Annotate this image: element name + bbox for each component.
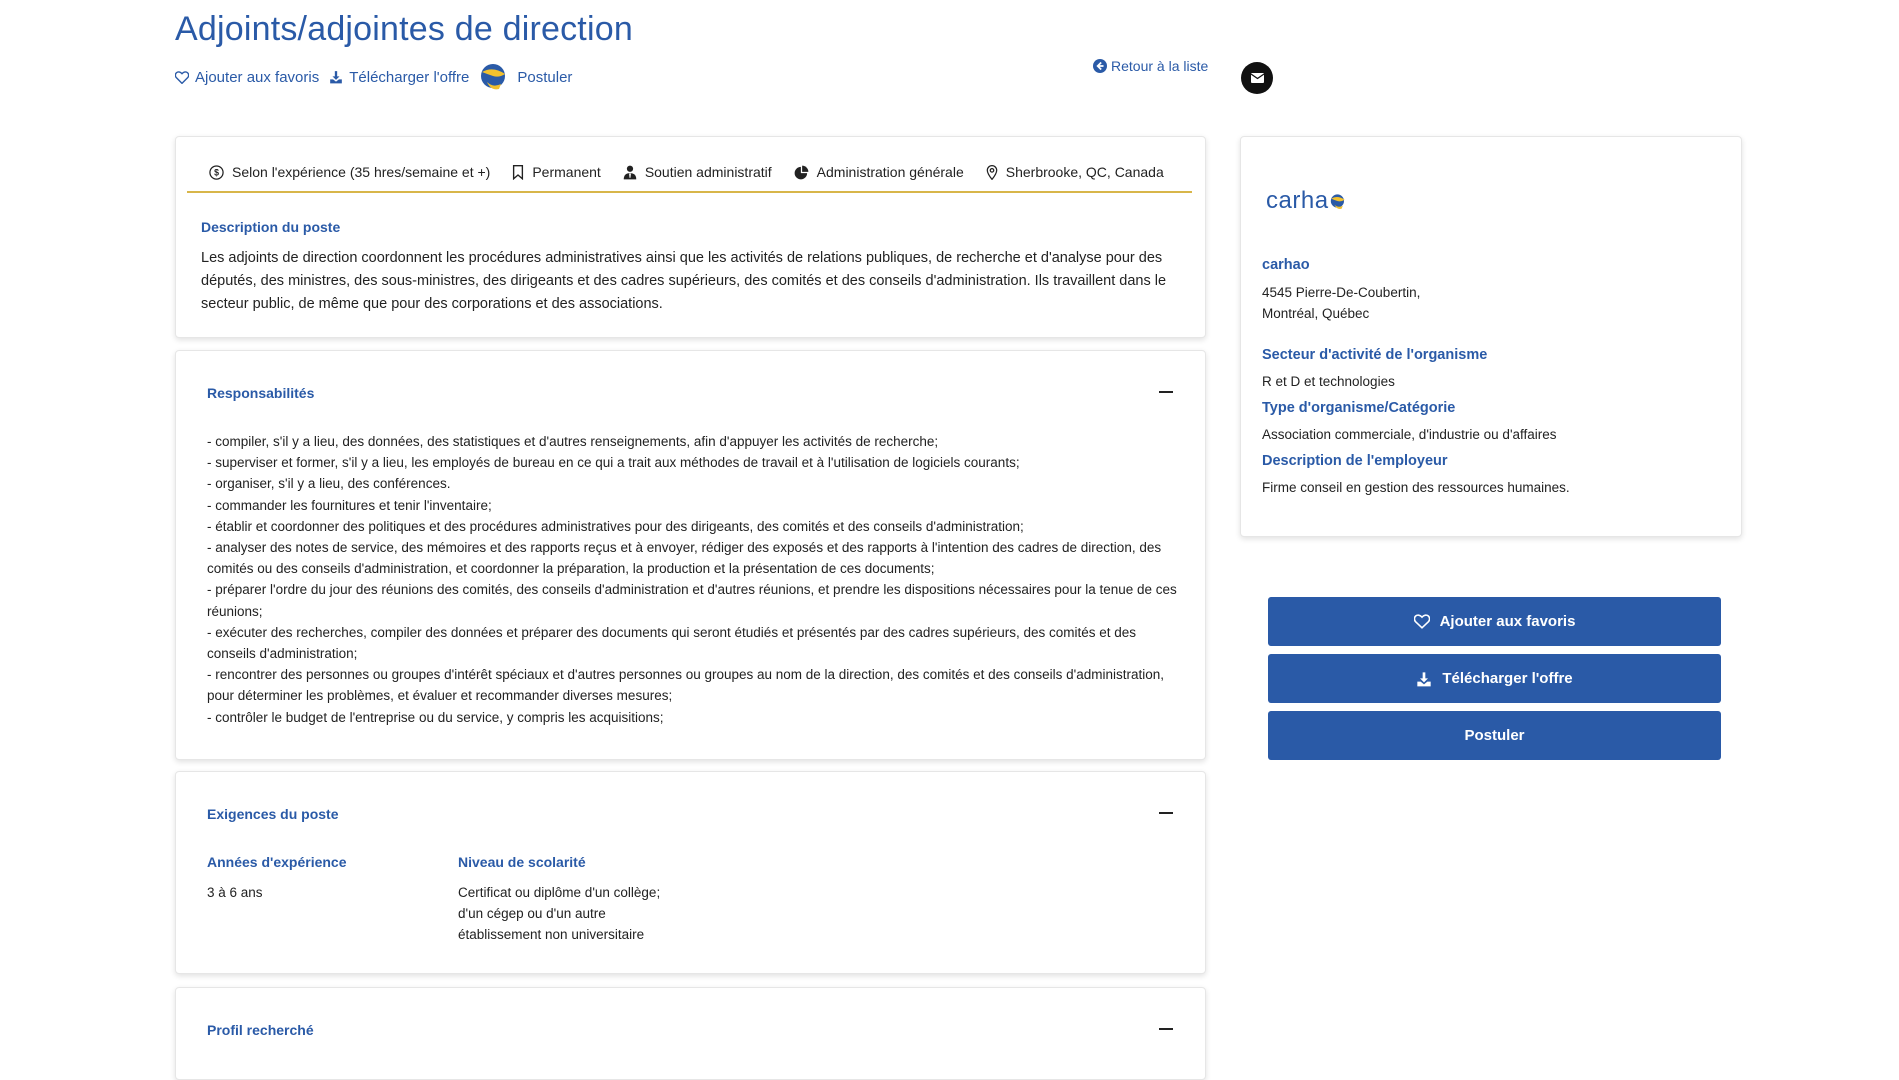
education-label: Niveau de scolarité	[458, 854, 586, 870]
heart-icon	[175, 71, 189, 84]
map-pin-icon	[986, 165, 998, 180]
company-name: carhao	[1262, 257, 1310, 273]
experience-label: Années d'expérience	[207, 854, 347, 870]
responsibilities-heading: Responsabilités	[207, 385, 315, 401]
add-favorite-button[interactable]	[1268, 597, 1721, 646]
sector-label: Secteur d'activité de l'organisme	[1262, 347, 1488, 363]
meta-domain	[794, 164, 964, 180]
list-item: - organiser, s'il y a lieu, des conférences.	[207, 476, 451, 492]
employer-description-label: Description de l'employeur	[1262, 453, 1448, 469]
envelope-icon	[1251, 73, 1264, 83]
carhao-logo-icon	[479, 62, 509, 92]
description-text: Les adjoints de direction coordonnent les procédures administratives ainsi que les activités de relations publiques, de recherche et d'analyse pour des députés, des ministres, des sous-ministres, des dirigeants et des cadres supérieurs, des comités et des conseils d'administration. Ils travaillent dans le secteur public, de même que pour des corporations et des associations.	[201, 250, 1167, 312]
employer-description-value: Firme conseil en gestion des ressources humaines.	[1262, 480, 1570, 495]
job-meta-row	[187, 153, 1192, 193]
company-card	[1240, 136, 1742, 537]
top-actions	[175, 62, 582, 92]
apply-button[interactable]	[1268, 711, 1721, 760]
apply-link[interactable]	[479, 62, 572, 92]
bookmark-icon	[512, 165, 524, 180]
add-favorite-label: Ajouter aux favoris	[195, 68, 320, 86]
download-offer-button-label: Télécharger l'offre	[1442, 670, 1573, 687]
download-icon	[329, 70, 343, 84]
apply-label: Postuler	[517, 68, 573, 86]
download-icon	[1416, 671, 1432, 687]
email-share-button[interactable]	[1241, 62, 1273, 94]
list-item: - rencontrer des personnes ou groupes d'intérêt spéciaux et d'autres personnes ou groupes au nom de la direction, des comités et des conseils d'administration, pour déterminer les problèmes, et évaluer et recommander diverses mesures;	[207, 667, 1165, 704]
meta-location-label: Sherbrooke, QC, Canada	[1005, 164, 1164, 180]
page-title: Adjoints/adjointes de direction	[175, 10, 633, 48]
dollar-circle-icon	[209, 165, 224, 180]
list-item: - analyser des notes de service, des mémoires et des rapports reçus et à envoyer, rédiger des exposés et des rapports à l'intention des cadres de direction, des comités ou des conseils d'administration, et coordonner la préparation, la production et la présentation de ces documents;	[207, 540, 1162, 577]
user-tie-icon	[623, 165, 637, 180]
org-type-value: Association commerciale, d'industrie ou d'affaires	[1262, 427, 1557, 442]
pie-chart-icon	[794, 165, 809, 180]
profile-card	[175, 987, 1206, 1080]
list-item: - superviser et former, s'il y a lieu, les employés de bureau en ce qui a trait aux méthodes de travail et à l'utilisation de logiciels courants;	[207, 455, 1020, 471]
education-line: établissement non universitaire	[458, 927, 645, 942]
requirements-card	[175, 771, 1206, 974]
download-offer-label: Télécharger l'offre	[349, 68, 470, 86]
meta-type-label: Permanent	[532, 164, 601, 180]
list-item: - préparer l'ordre du jour des réunions des comités, des conseils d'administration et d'autres réunions, et prendre les dispositions nécessaires pour la tenue de ces réunions;	[207, 582, 1177, 619]
company-details	[1262, 257, 1722, 498]
meta-salary-label: Selon l'expérience (35 hres/semaine et +)	[232, 164, 491, 180]
list-item: - exécuter des recherches, compiler des données et préparer des documents qui seront étudiés et présentés par des cadres supérieurs, des comités et des conseils d'administration;	[207, 624, 1137, 662]
apply-button-label: Postuler	[1464, 727, 1525, 744]
requirements-heading: Exigences du poste	[207, 806, 339, 822]
responsibilities-card	[175, 350, 1206, 760]
list-item: - établir et coordonner des politiques et des procédures administratives pour des dirigeants, des comités et des conseils d'administration;	[207, 518, 1024, 534]
collapse-requirements-button[interactable]	[1159, 812, 1173, 814]
meta-domain-label: Administration générale	[816, 164, 964, 180]
education-line: Certificat ou diplôme d'un collège;	[458, 885, 661, 900]
job-summary-card	[175, 136, 1206, 338]
experience-value: 3 à 6 ans	[207, 885, 263, 900]
back-to-list-link[interactable]	[1093, 58, 1208, 74]
list-item: - commander les fournitures et tenir l'inventaire;	[207, 497, 492, 513]
company-address-line: Montréal, Québec	[1262, 306, 1370, 321]
list-item: - compiler, s'il y a lieu, des données, des statistiques et d'autres renseignements, afin d'appuyer les activités de recherche;	[207, 434, 939, 449]
meta-category	[623, 164, 772, 180]
company-address-line: 4545 Pierre-De-Coubertin,	[1262, 285, 1421, 300]
svg-text:$: $	[214, 167, 219, 178]
collapse-responsibilities-button[interactable]	[1159, 391, 1173, 393]
meta-salary	[209, 164, 490, 180]
download-offer-link[interactable]	[329, 69, 469, 86]
meta-type	[512, 164, 600, 180]
add-favorite-button-label: Ajouter aux favoris	[1439, 613, 1576, 630]
profile-heading: Profil recherché	[207, 1022, 314, 1038]
download-offer-button[interactable]	[1268, 654, 1721, 703]
company-logo-mark-icon	[1329, 192, 1347, 210]
sector-value: R et D et technologies	[1262, 374, 1395, 389]
heart-icon	[1414, 614, 1430, 629]
meta-category-label: Soutien administratif	[644, 164, 772, 180]
experience-column	[207, 854, 347, 903]
responsibilities-list	[207, 431, 1177, 728]
company-logo	[1266, 187, 1347, 215]
collapse-profile-button[interactable]	[1159, 1028, 1173, 1030]
org-type-label: Type d'organisme/Catégorie	[1262, 400, 1456, 416]
add-favorite-link[interactable]	[175, 69, 319, 86]
company-logo-text: carha	[1266, 187, 1329, 214]
education-column	[458, 854, 660, 945]
arrow-left-circle-icon	[1093, 59, 1107, 73]
education-line: d'un cégep ou d'un autre	[458, 906, 606, 921]
back-to-list-label: Retour à la liste	[1111, 58, 1209, 74]
description-heading: Description du poste	[201, 219, 341, 235]
meta-location	[986, 164, 1164, 180]
list-item: - contrôler le budget de l'entreprise ou du service, y compris les acquisitions;	[207, 709, 664, 725]
